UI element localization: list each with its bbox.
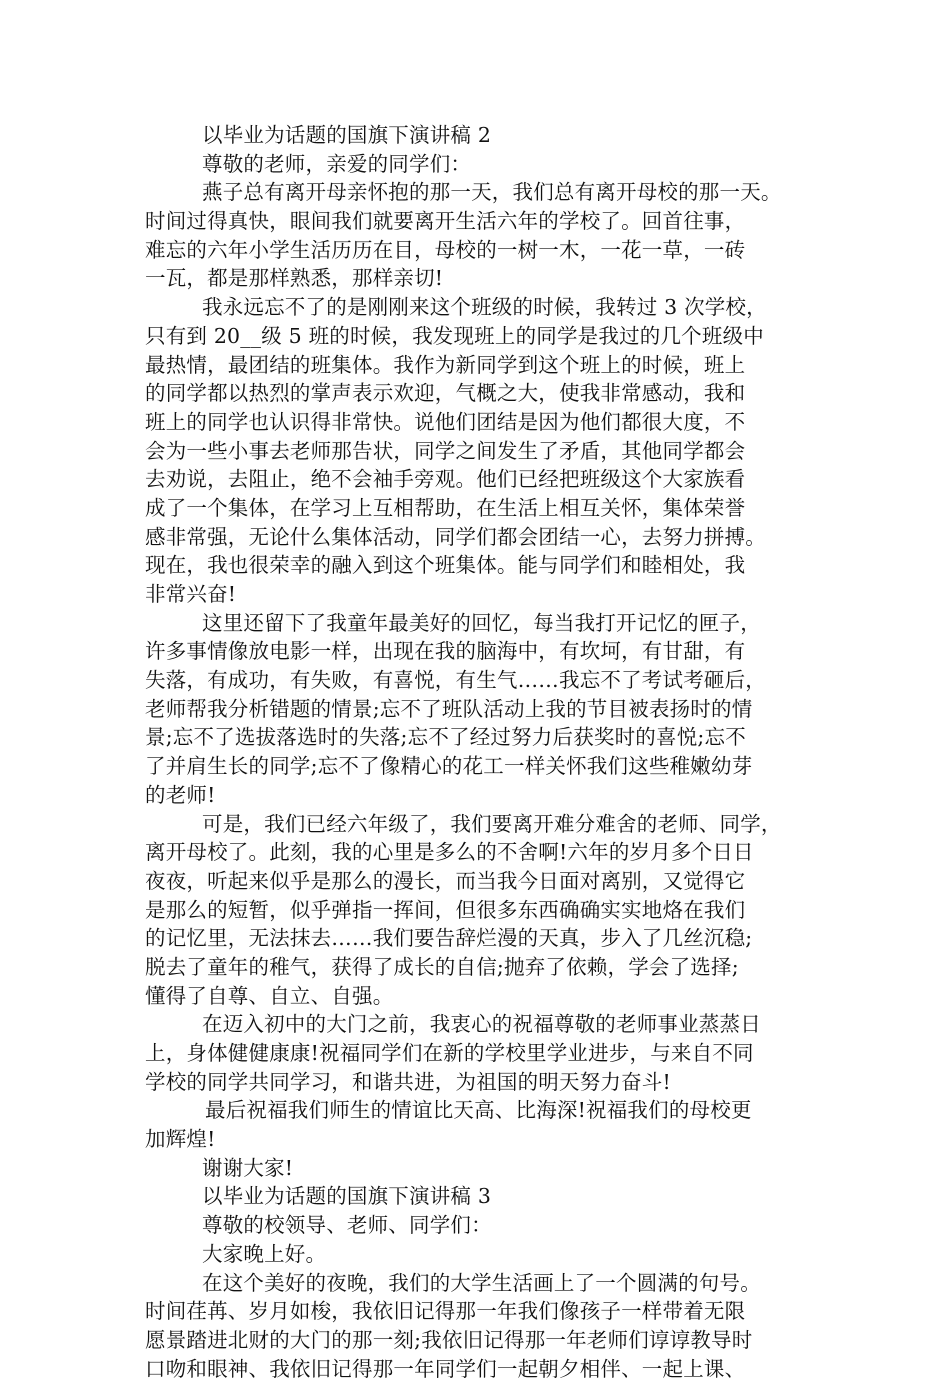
text-line: 我永远忘不了的是刚刚来这个班级的时候，我转过 3 次学校， [202, 295, 767, 320]
text-line: 口吻和眼神、我依旧记得那一年同学们一起朝夕相伴、一起上课、 [145, 1356, 746, 1381]
text-line: 班上的同学也认识得非常快。说他们团结是因为他们都很大度，不 [145, 409, 746, 434]
text-line: 这里还留下了我童年最美好的回忆，每当我打开记忆的匣子， [202, 610, 761, 635]
text-line: 失落，有成功，有失败，有喜悦，有生气……我忘不了考试考砸后， [145, 668, 766, 693]
document-page [145, 121, 820, 1383]
text-line: 的同学都以热烈的掌声表示欢迎，气概之大，使我非常感动，我和 [145, 381, 746, 406]
text-line: 难忘的六年小学生活历历在目，母校的一树一木，一花一草，一砖 [145, 237, 746, 262]
text-line: 离开母校了。此刻，我的心里是多么的不舍啊!六年的岁月多个日日 [145, 840, 754, 865]
text-line: 去劝说，去阻止，绝不会袖手旁观。他们已经把班级这个大家族看 [145, 467, 746, 492]
text-line: 上，身体健健康康!祝福同学们在新的学校里学业进步，与来自不同 [145, 1041, 754, 1065]
text-line: 一瓦，都是那样熟悉，那样亲切! [145, 266, 444, 291]
text-line: 是那么的短暂，似乎弹指一挥间，但很多东西确确实实地烙在我们 [145, 897, 746, 922]
text-line: 时间荏苒、岁月如梭，我依旧记得那一年我们像孩子一样带着无限 [145, 1299, 746, 1324]
text-line: 学校的同学共同学习，和谐共进，为祖国的明天努力奋斗! [145, 1069, 671, 1094]
text-line: 脱去了童年的稚气，获得了成长的自信;抛弃了依赖，学会了选择; [145, 954, 739, 979]
text-line: 时间过得真快，眼间我们就要离开生活六年的学校了。回首往事， [145, 209, 746, 234]
text-line: 燕子总有离开母亲怀抱的那一天，我们总有离开母校的那一天。 [202, 180, 782, 205]
text-line: 非常兴奋! [145, 582, 237, 606]
text-line: 在迈入初中的大门之前，我衷心的祝福尊敬的老师事业蒸蒸日 [202, 1012, 761, 1037]
text-line: 以毕业为话题的国旗下演讲稿 2 [202, 123, 492, 147]
text-line: 的老师! [145, 782, 216, 807]
text-line: 会为一些小事去老师那告状，同学之间发生了矛盾，其他同学都会 [145, 438, 746, 463]
text-line: 了并肩生长的同学;忘不了像精心的花工一样关怀我们这些稚嫩幼芽 [145, 754, 753, 779]
text-line: 尊敬的老师，亲爱的同学们： [202, 151, 472, 176]
text-line: 愿景踏进北财的大门的那一刻;我依旧记得那一年老师们谆谆教导时 [145, 1327, 753, 1352]
text-line: 只有到 20__级 5 班的时候，我发现班上的同学是我过的几个班级中 [145, 323, 764, 348]
text-line: 成了一个集体，在学习上互相帮助，在生活上相互关怀，集体荣誉 [145, 495, 746, 520]
text-line: 景;忘不了选拔落选时的失落;忘不了经过努力后获奖时的喜悦;忘不 [145, 725, 746, 750]
text-line: 的记忆里，无法抹去……我们要告辞烂漫的天真，步入了几丝沉稳; [145, 926, 753, 951]
text-line: 最热情，最团结的班集体。我作为新同学到这个班上的时候，班上 [145, 352, 746, 377]
text-line: 加辉煌! [145, 1127, 216, 1152]
text-line: 在这个美好的夜晚，我们的大学生活画上了一个圆满的句号。 [202, 1270, 761, 1295]
text-line: 最后祝福我们师生的情谊比天高、比海深!祝福我们的母校更 [205, 1098, 752, 1123]
text-line: 老师帮我分析错题的情景;忘不了班队活动上我的节目被表扬时的情 [145, 696, 753, 721]
text-line: 可是，我们已经六年级了，我们要离开难分难舍的老师、同学， [202, 811, 782, 836]
text-line: 现在，我也很荣幸的融入到这个班集体。能与同学们和睦相处，我 [145, 553, 746, 578]
text-line: 懂得了自尊、自立、自强。 [145, 983, 394, 1008]
text-line: 谢谢大家! [202, 1155, 294, 1180]
text-line: 感非常强，无论什么集体活动，同学们都会团结一心，去努力拼搏。 [145, 524, 766, 549]
text-line: 大家晚上好。 [202, 1241, 327, 1266]
text-line: 以毕业为话题的国旗下演讲稿 3 [202, 1184, 492, 1209]
text-line: 夜夜，听起来似乎是那么的漫长，而当我今日面对离别，又觉得它 [145, 868, 746, 893]
text-line: 尊敬的校领导、老师、同学们： [202, 1213, 492, 1238]
text-line: 许多事情像放电影一样，出现在我的脑海中，有坎坷，有甘甜，有 [145, 639, 746, 664]
